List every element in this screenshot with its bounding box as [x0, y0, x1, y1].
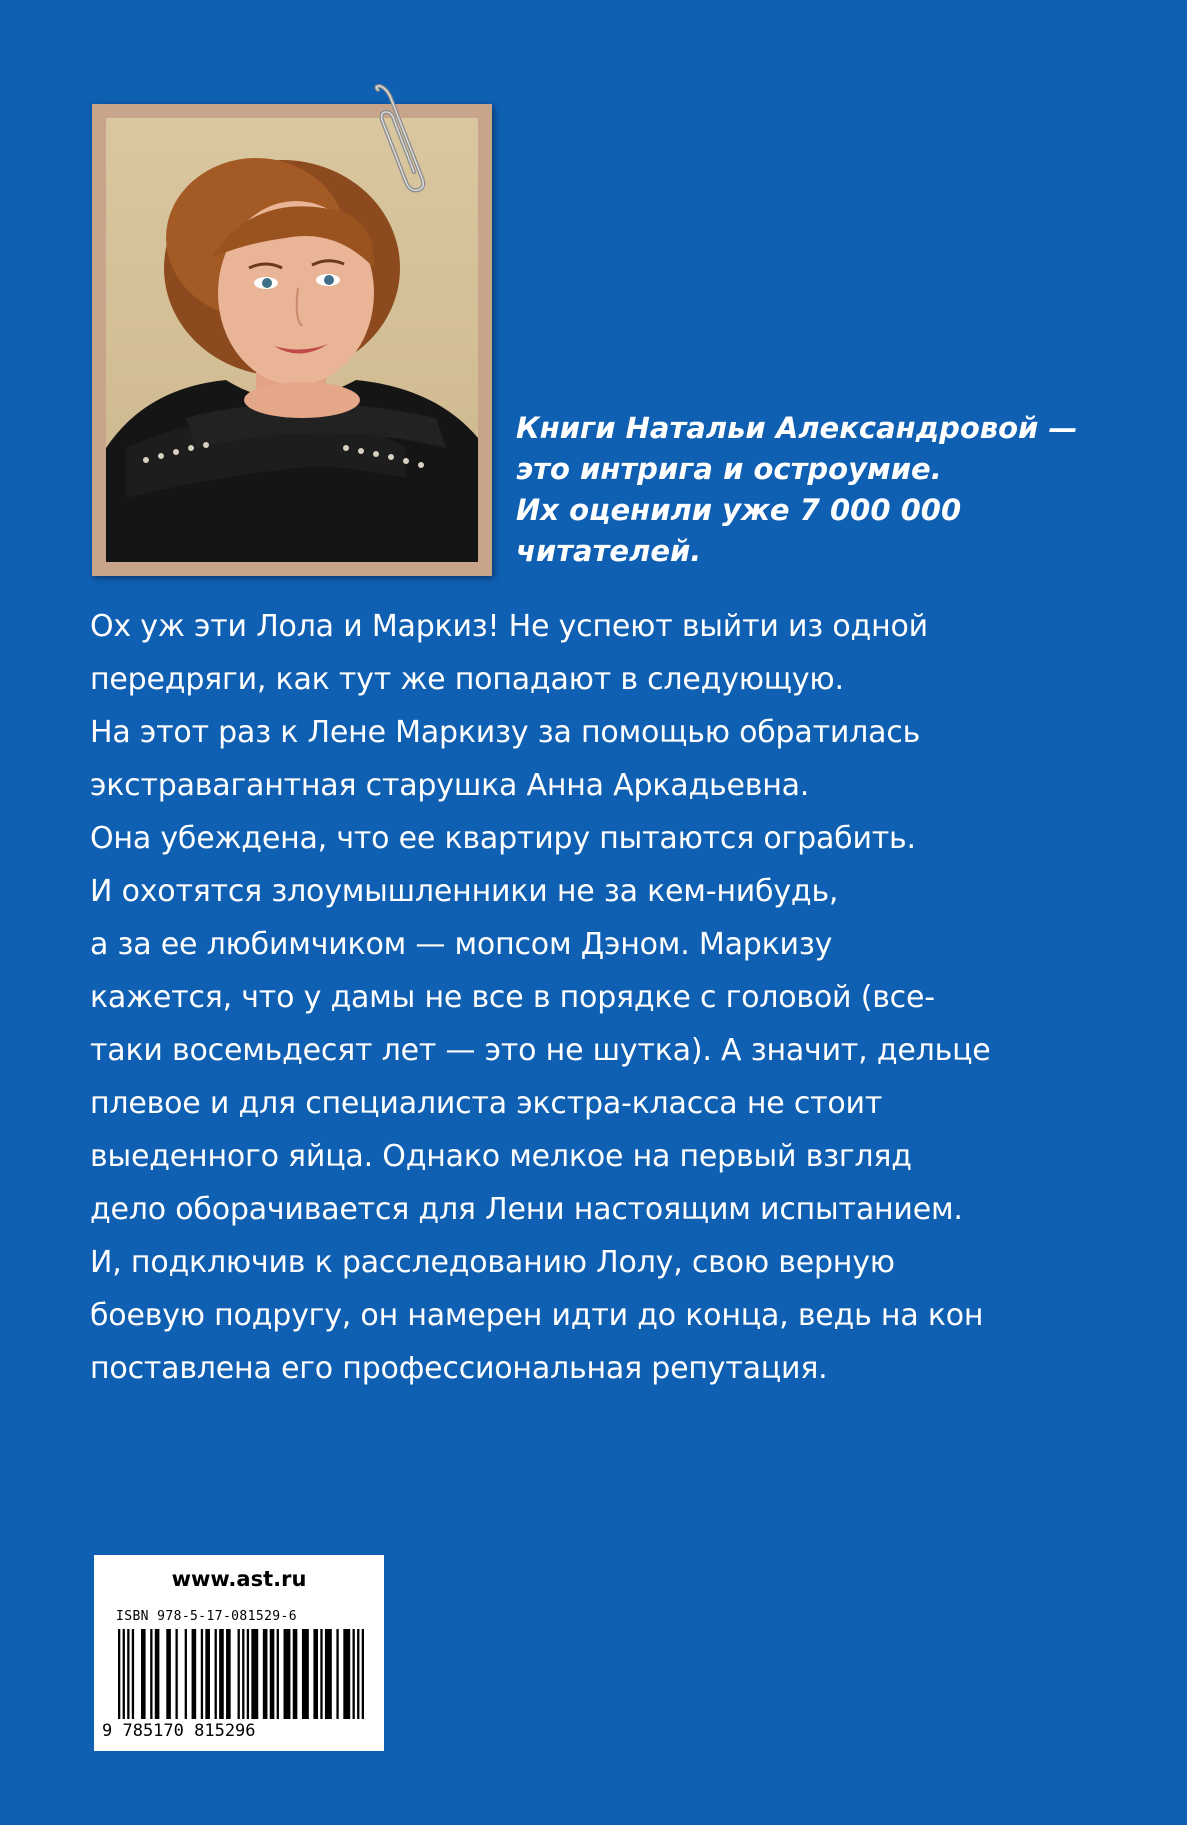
annotation-line: выеденного яйца. Однако мелкое на первый взгляд — [90, 1139, 912, 1174]
tagline-line: читателей. — [516, 534, 702, 568]
barcode-bar — [284, 1629, 291, 1719]
barcode-bar — [270, 1629, 275, 1719]
barcode-bar — [215, 1629, 217, 1719]
barcode-bar — [313, 1629, 318, 1719]
barcode-bar — [247, 1629, 249, 1719]
barcode-bar — [238, 1629, 240, 1719]
publisher-url: www.ast.ru — [171, 1567, 307, 1591]
barcode-bar — [150, 1629, 152, 1719]
barcode-bar — [263, 1629, 268, 1719]
paperclip-icon — [370, 84, 430, 194]
barcode-bar — [242, 1629, 244, 1719]
barcode-digits: 9 785170 815296 — [102, 1721, 256, 1741]
barcode-bar — [155, 1629, 160, 1719]
barcode-bar — [343, 1629, 350, 1719]
barcode-bar — [175, 1629, 177, 1719]
barcode-bar — [201, 1629, 203, 1719]
annotation-line: таки восемьдесят лет — это не шутка). А значит, дельце — [90, 1033, 991, 1068]
barcode-bar — [336, 1629, 338, 1719]
author-tagline — [516, 408, 1116, 572]
barcode-bar — [251, 1629, 258, 1719]
book-annotation — [90, 600, 1100, 1395]
tagline-line: это интрига и остроумие. — [516, 452, 942, 486]
annotation-line: кажется, что у дамы не все в порядке с головой (все- — [90, 980, 935, 1015]
barcode-bar — [118, 1629, 120, 1719]
annotation-line: плевое и для специалиста экстра-класса не стоит — [90, 1086, 883, 1121]
barcode-bar — [166, 1629, 171, 1719]
annotation-line: Она убеждена, что ее квартиру пытаются ограбить. — [90, 821, 916, 856]
barcode-bar — [127, 1629, 129, 1719]
annotation-line: боевую подругу, он намерен идти до конца, ведь на кон — [90, 1298, 984, 1333]
barcode-bar — [123, 1629, 125, 1719]
isbn-text: ISBN 978-5-17-081529-6 — [116, 1609, 297, 1624]
barcode-bar — [353, 1629, 355, 1719]
barcode-bar — [357, 1629, 359, 1719]
barcode-bar — [325, 1629, 332, 1719]
barcode-bar — [320, 1629, 322, 1719]
annotation-line: поставлена его профессиональная репутация. — [90, 1351, 828, 1386]
barcode-bar — [132, 1629, 134, 1719]
annotation-line: а за ее любимчиком — мопсом Дэном. Маркизу — [90, 927, 833, 962]
barcode-bars — [116, 1629, 366, 1721]
barcode-bar — [293, 1629, 298, 1719]
annotation-line: И, подключив к расследованию Лолу, свою верную — [90, 1245, 895, 1280]
barcode-bar — [141, 1629, 146, 1719]
annotation-line: передряги, как тут же попадают в следующую. — [90, 662, 844, 697]
barcode-label — [96, 1557, 382, 1749]
barcode-bar — [192, 1629, 197, 1719]
barcode-bar — [205, 1629, 210, 1719]
barcode-bar — [226, 1629, 231, 1719]
annotation-line: И охотятся злоумышленники не за кем-нибудь, — [90, 874, 839, 909]
barcode-bar — [362, 1629, 364, 1719]
tagline-line: Их оценили уже 7 000 000 — [516, 493, 962, 527]
author-photo-card — [92, 104, 492, 576]
tagline-line: Книги Натальи Александровой — — [516, 411, 1078, 445]
barcode-bar — [302, 1629, 309, 1719]
barcode-bar — [219, 1629, 224, 1719]
barcode-bar — [277, 1629, 279, 1719]
annotation-line: Ох уж эти Лола и Маркиз! Не успеют выйти из одной — [90, 609, 928, 644]
annotation-line: На этот раз к Лене Маркизу за помощью обратилась — [90, 715, 921, 750]
annotation-line: экстравагантная старушка Анна Аркадьевна. — [90, 768, 810, 803]
barcode-bar — [185, 1629, 187, 1719]
annotation-line: дело оборачивается для Лени настоящим испытанием. — [90, 1192, 963, 1227]
